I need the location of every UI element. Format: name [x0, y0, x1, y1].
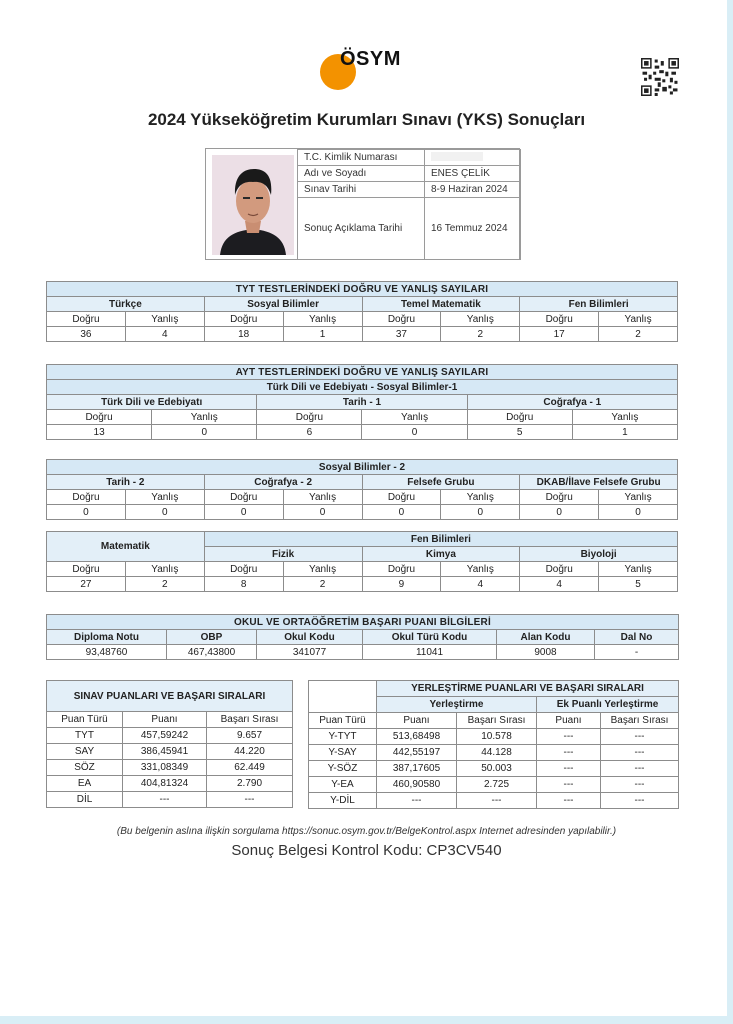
yanlis-label: Yanlış [125, 490, 204, 505]
okul-header: Okul Kodu [257, 630, 363, 645]
tyt-subject-header: Fen Bilimleri [520, 297, 678, 312]
yanlis-value: 1 [572, 425, 677, 440]
okul-value: 341077 [257, 645, 363, 660]
candidate-info-table [297, 149, 521, 260]
name-label: Adı ve Soyadı [298, 166, 425, 182]
yerlestirme-header: Puan Türü [309, 713, 377, 729]
tyt-table [46, 281, 678, 342]
yanlis-label: Yanlış [283, 312, 362, 327]
dogru-label: Doğru [362, 490, 441, 505]
yanlis-label: Yanlış [125, 312, 204, 327]
ayt-subject-header: DKAB/İlave Felsefe Grubu [520, 475, 678, 490]
puan: --- [123, 792, 207, 808]
puan-turu: Y-EA [309, 777, 377, 793]
okul-table [46, 614, 679, 660]
yanlis-value: 0 [125, 505, 204, 520]
fen-bilimleri-title: Fen Bilimleri [204, 532, 677, 547]
yanlis-value: 5 [599, 577, 678, 592]
yanlis-value: 2 [125, 577, 204, 592]
yerlestirme-header: Puanı [377, 713, 457, 729]
yerlestirme-header: Başarı Sırası [457, 713, 537, 729]
basari-sirasi: 2.790 [207, 776, 293, 792]
tyt-subject-header: Temel Matematik [362, 297, 520, 312]
dogru-value: 37 [362, 327, 441, 342]
ayt-subject-header: Coğrafya - 1 [467, 395, 677, 410]
id-number-label: T.C. Kimlik Numarası [298, 150, 425, 166]
candidate-info-box [205, 148, 520, 260]
dogru-label: Doğru [257, 410, 362, 425]
puan: 442,55197 [377, 745, 457, 761]
dogru-value: 13 [47, 425, 152, 440]
yanlis-label: Yanlış [441, 562, 520, 577]
table-row [47, 792, 293, 808]
dogru-value: 18 [204, 327, 283, 342]
yanlis-label: Yanlış [362, 410, 467, 425]
dogru-value: 0 [520, 505, 599, 520]
ek-basari-sirasi: --- [601, 777, 679, 793]
ek-basari-sirasi: --- [601, 729, 679, 745]
yerlestirme-sub-header: Yerleştirme [377, 697, 537, 713]
ek-puan: --- [537, 793, 601, 809]
puan-turu: EA [47, 776, 123, 792]
ek-puan: --- [537, 729, 601, 745]
ayt-group1-table [46, 364, 678, 440]
yanlis-label: Yanlış [441, 490, 520, 505]
dogru-value: 8 [204, 577, 283, 592]
sinav-section-title: SINAV PUANLARI VE BAŞARI SIRALARI [47, 681, 293, 712]
yanlis-label: Yanlış [599, 490, 678, 505]
ayt-subject-header: Türk Dili ve Edebiyatı [47, 395, 257, 410]
basari-sirasi: 62.449 [207, 760, 293, 776]
okul-value: 467,43800 [167, 645, 257, 660]
table-row [47, 728, 293, 744]
yanlis-value: 2 [599, 327, 678, 342]
okul-value: 9008 [497, 645, 595, 660]
exam-date-label: Sınav Tarihi [298, 182, 425, 198]
tyt-subject-header: Sosyal Bilimler [204, 297, 362, 312]
basari-sirasi: 44.220 [207, 744, 293, 760]
table-row [309, 777, 679, 793]
ek-puan: --- [537, 745, 601, 761]
yanlis-value: 0 [152, 425, 257, 440]
yanlis-value: 2 [283, 577, 362, 592]
yerlestirme-puanlari-table [308, 680, 679, 809]
ek-puanli-sub-header: Ek Puanlı Yerleştirme [537, 697, 679, 713]
ayt-subject-header: Coğrafya - 2 [204, 475, 362, 490]
puan-turu: TYT [47, 728, 123, 744]
okul-header: Okul Türü Kodu [363, 630, 497, 645]
yanlis-value: 0 [441, 505, 520, 520]
table-row [47, 744, 293, 760]
dogru-label: Doğru [204, 562, 283, 577]
tyt-section-title: TYT TESTLERİNDEKİ DOĞRU VE YANLIŞ SAYILARI [47, 282, 678, 297]
yerlestirme-header: Puanı [537, 713, 601, 729]
page-edge-right [727, 0, 733, 1024]
candidate-photo [212, 155, 294, 255]
dogru-label: Doğru [204, 312, 283, 327]
matematik-header: Matematik [47, 532, 205, 562]
table-row [309, 745, 679, 761]
basari-sirasi: --- [207, 792, 293, 808]
basari-sirasi: 2.725 [457, 777, 537, 793]
dogru-label: Doğru [520, 490, 599, 505]
ek-puan: --- [537, 777, 601, 793]
ayt-subject-header: Fizik [204, 547, 362, 562]
table-row [309, 729, 679, 745]
dogru-label: Doğru [362, 312, 441, 327]
exam-date-row [298, 182, 521, 198]
basari-sirasi: --- [457, 793, 537, 809]
ek-basari-sirasi: --- [601, 745, 679, 761]
dogru-label: Doğru [47, 312, 126, 327]
result-date-label: Sonuç Açıklama Tarihi [298, 198, 425, 260]
sinav-header: Puan Türü [47, 712, 123, 728]
yanlis-label: Yanlış [599, 312, 678, 327]
puan: 460,90580 [377, 777, 457, 793]
yanlis-value: 1 [283, 327, 362, 342]
puan: 387,17605 [377, 761, 457, 777]
ayt-subject-header: Kimya [362, 547, 520, 562]
yanlis-label: Yanlış [125, 562, 204, 577]
ek-basari-sirasi: --- [601, 761, 679, 777]
okul-header: OBP [167, 630, 257, 645]
osym-logo-text: ÖSYM [340, 48, 401, 70]
dogru-value: 27 [47, 577, 126, 592]
okul-header: Diploma Notu [47, 630, 167, 645]
ayt-group2-table [46, 459, 678, 520]
dogru-label: Doğru [520, 562, 599, 577]
id-number-value [425, 150, 521, 166]
candidate-photo-image [212, 155, 294, 255]
dogru-label: Doğru [47, 562, 126, 577]
yanlis-label: Yanlış [152, 410, 257, 425]
verification-note: (Bu belgenin aslına ilişkin sorgulama https://sonuc.osym.gov.tr/BelgeKontrol.aspx Internet adresinden yapılabilir.) [116, 826, 617, 837]
dogru-label: Doğru [467, 410, 572, 425]
ayt-group1-title: Türk Dili ve Edebiyatı - Sosyal Bilimler-1 [47, 380, 678, 395]
dogru-label: Doğru [47, 490, 126, 505]
puan: 513,68498 [377, 729, 457, 745]
name-row [298, 166, 521, 182]
result-date-row [298, 198, 521, 260]
okul-header: Alan Kodu [497, 630, 595, 645]
ayt-subject-header: Tarih - 2 [47, 475, 205, 490]
control-code: Sonuç Belgesi Kontrol Kodu: CP3CV540 [231, 842, 502, 859]
basari-sirasi: 9.657 [207, 728, 293, 744]
dogru-value: 36 [47, 327, 126, 342]
osym-logo [320, 48, 440, 90]
dogru-label: Doğru [204, 490, 283, 505]
yanlis-value: 4 [441, 577, 520, 592]
dogru-value: 4 [520, 577, 599, 592]
page-title: 2024 Yükseköğretim Kurumları Sınavı (YKS) Sonuçları [147, 110, 586, 129]
ayt-subject-header: Biyoloji [520, 547, 678, 562]
dogru-value: 6 [257, 425, 362, 440]
table-row [309, 793, 679, 809]
exam-date-value: 8-9 Haziran 2024 [425, 182, 521, 198]
puan-turu: Y-TYT [309, 729, 377, 745]
qr-code-icon [641, 58, 679, 96]
ayt-group2-title: Sosyal Bilimler - 2 [47, 460, 678, 475]
ayt-subject-header: Felsefe Grubu [362, 475, 520, 490]
yerlestirme-corner [309, 681, 377, 713]
dogru-label: Doğru [362, 562, 441, 577]
id-row [298, 150, 521, 166]
ayt-group3-table [46, 531, 678, 592]
tyt-subject-header: Türkçe [47, 297, 205, 312]
yanlis-label: Yanlış [283, 490, 362, 505]
puan: 331,08349 [123, 760, 207, 776]
yanlis-label: Yanlış [572, 410, 677, 425]
puan: 457,59242 [123, 728, 207, 744]
table-row [47, 760, 293, 776]
puan-turu: Y-SAY [309, 745, 377, 761]
result-date-value: 16 Temmuz 2024 [425, 198, 521, 260]
dogru-value: 0 [204, 505, 283, 520]
puan-turu: SAY [47, 744, 123, 760]
yanlis-label: Yanlış [441, 312, 520, 327]
name-value: ENES ÇELİK [425, 166, 521, 182]
dogru-value: 0 [47, 505, 126, 520]
sinav-puanlari-table [46, 680, 293, 808]
puan: --- [377, 793, 457, 809]
dogru-label: Doğru [47, 410, 152, 425]
yanlis-label: Yanlış [283, 562, 362, 577]
okul-header: Dal No [595, 630, 679, 645]
yanlis-value: 0 [599, 505, 678, 520]
yerlestirme-section-title: YERLEŞTİRME PUANLARI VE BAŞARI SIRALARI [377, 681, 679, 697]
sinav-header: Başarı Sırası [207, 712, 293, 728]
okul-section-title: OKUL VE ORTAÖĞRETİM BAŞARI PUANI BİLGİLERİ [47, 615, 679, 630]
okul-value: 93,48760 [47, 645, 167, 660]
puan-turu: Y-SÖZ [309, 761, 377, 777]
dogru-value: 17 [520, 327, 599, 342]
puan-turu: Y-DİL [309, 793, 377, 809]
okul-value: 11041 [363, 645, 497, 660]
ayt-section-title: AYT TESTLERİNDEKİ DOĞRU VE YANLIŞ SAYILARI [47, 365, 678, 380]
table-row [309, 761, 679, 777]
yanlis-value: 0 [362, 425, 467, 440]
redacted-id [431, 152, 483, 161]
dogru-value: 0 [362, 505, 441, 520]
ek-basari-sirasi: --- [601, 793, 679, 809]
yanlis-value: 4 [125, 327, 204, 342]
basari-sirasi: 44.128 [457, 745, 537, 761]
basari-sirasi: 10.578 [457, 729, 537, 745]
page-edge-bottom [0, 1016, 733, 1024]
yanlis-value: 0 [283, 505, 362, 520]
yerlestirme-header: Başarı Sırası [601, 713, 679, 729]
sinav-header: Puanı [123, 712, 207, 728]
puan: 386,45941 [123, 744, 207, 760]
table-row [47, 776, 293, 792]
ek-puan: --- [537, 761, 601, 777]
okul-value: - [595, 645, 679, 660]
dogru-label: Doğru [520, 312, 599, 327]
puan: 404,81324 [123, 776, 207, 792]
dogru-value: 9 [362, 577, 441, 592]
yanlis-value: 2 [441, 327, 520, 342]
ayt-subject-header: Tarih - 1 [257, 395, 467, 410]
puan-turu: DİL [47, 792, 123, 808]
basari-sirasi: 50.003 [457, 761, 537, 777]
dogru-value: 5 [467, 425, 572, 440]
yanlis-label: Yanlış [599, 562, 678, 577]
puan-turu: SÖZ [47, 760, 123, 776]
